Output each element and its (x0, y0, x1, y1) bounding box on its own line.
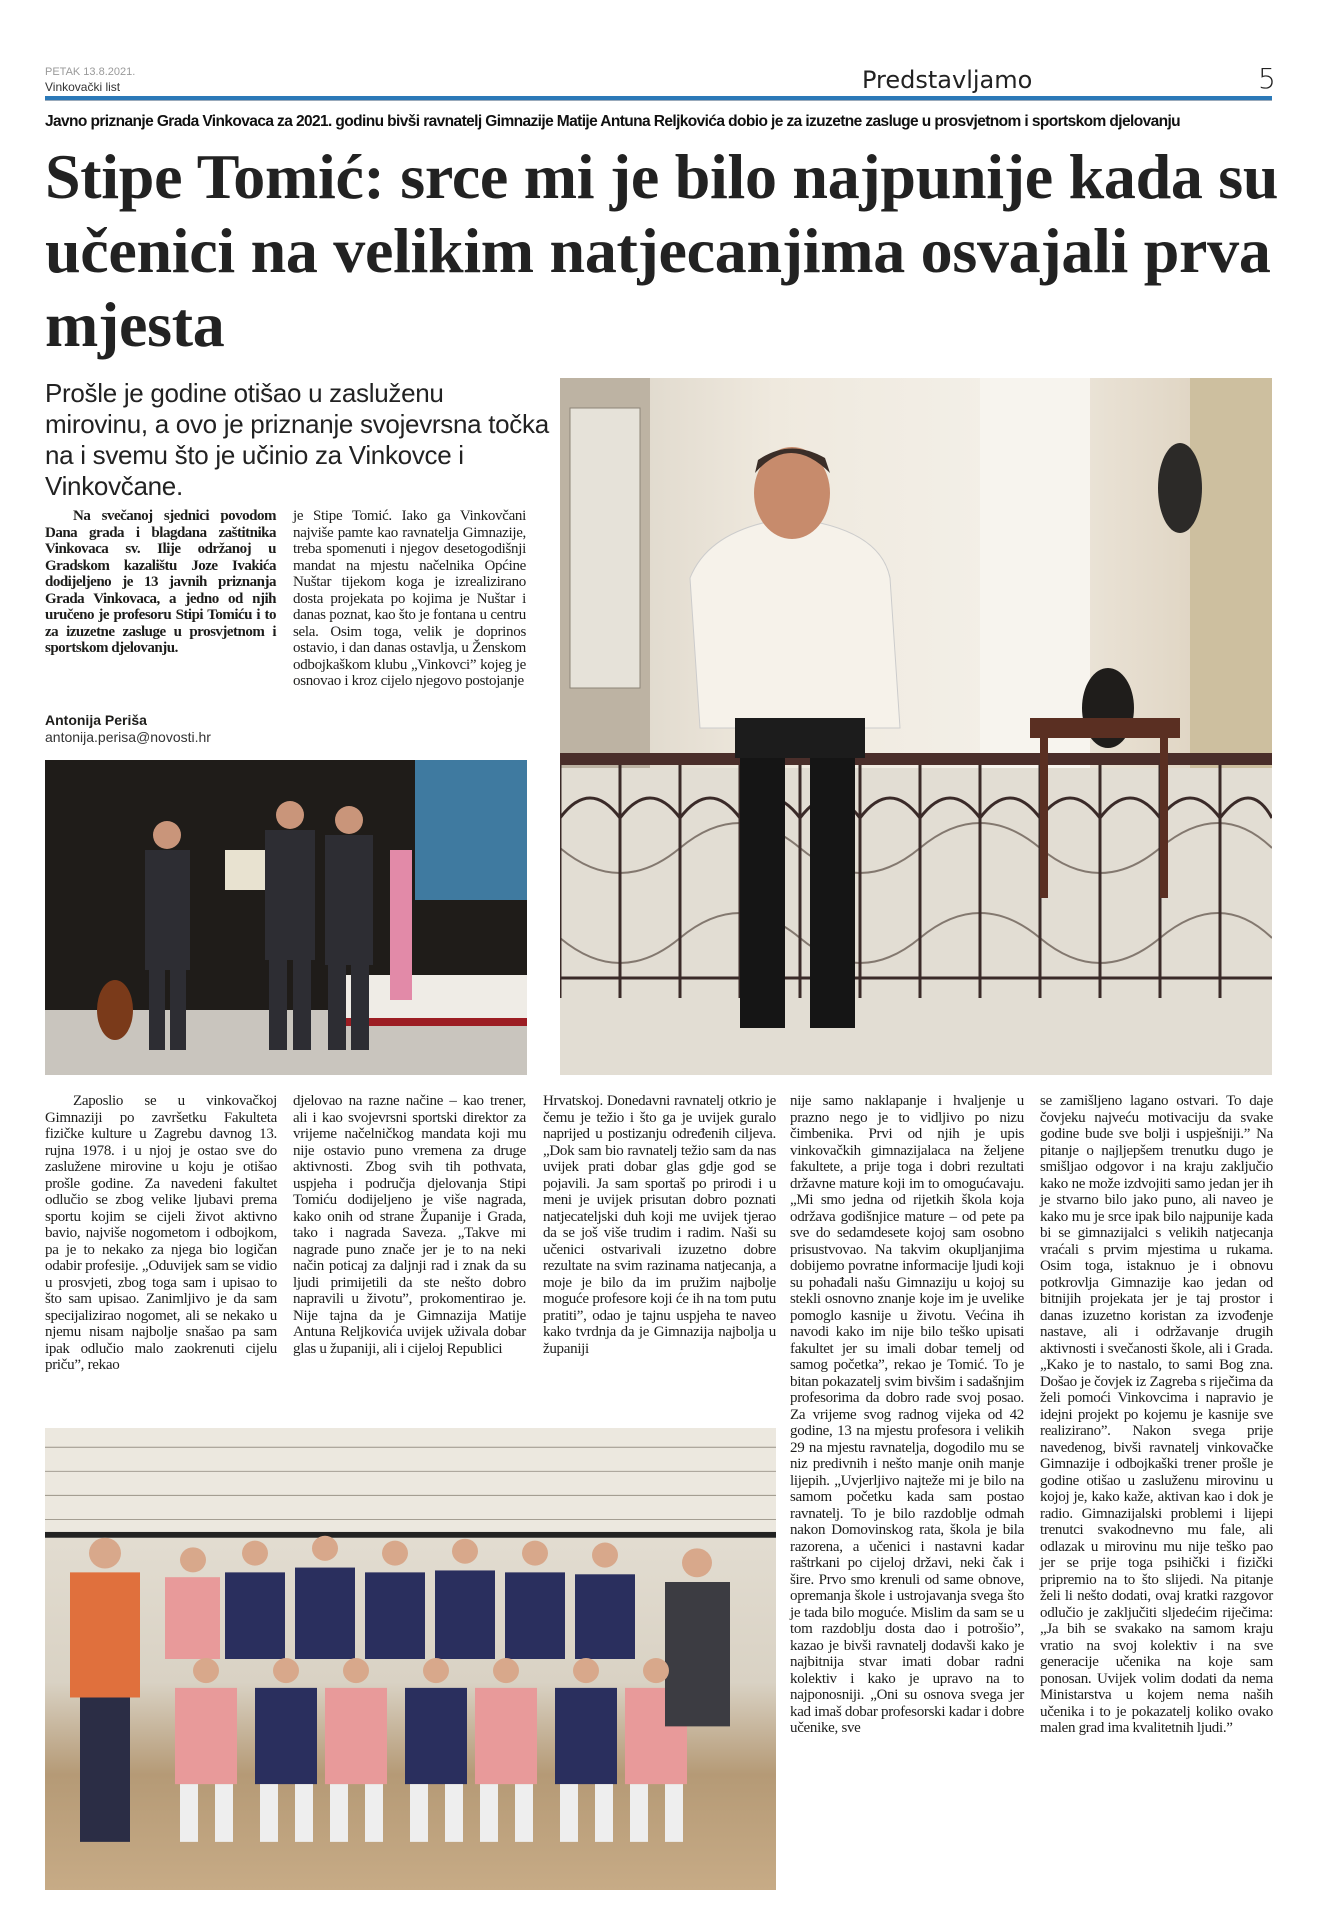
body-paragraph: Zaposlio se u vinkovačkoj Gimnaziji po završetku Fakulteta fizičke kulture u Zagrebu davnog 13. rujna 1978. i u njoj je ostao sve do zaslužene mirovine u koju je otišao prošle godine. Za navedeni fakultet odlučio se zbog velike ljubavi prema sportu kojim se cijeli život aktivno bavio, najviše nogometom i odbojkom, pa je to nekako za njega bio logičan odabir profesije. „Oduvijek sam se vidio u prosvjeti, zbog toga sam i upisao to što sam upisao. Zanimljivo je da sam specijalizirao nogomet, ali se nekako u njemu nisam najbolje snašao pa sam ipak odlučio malo zaokrenuti cijelu priču”, rekao (45, 1093, 277, 1373)
volleyball-team-photo (45, 1428, 776, 1890)
body-column-4 (790, 1093, 1024, 1737)
portrait-photo (560, 378, 1272, 1075)
section-title: Predstavljamo (862, 66, 1033, 94)
article-lede: Prošle je godine otišao u zasluženu mirovinu, a ovo je priznanje svojevrsna točka na i svemu što je učinio za Vinkovce i Vinkovčane. (45, 378, 549, 501)
article-kicker: Javno priznanje Grada Vinkovaca za 2021. godinu bivši ravnatelj Gimnazije Matije Antuna Reljkovića dobio je za izuzetne zasluge u prosvjetnom i sportskom djelovanju (45, 113, 1181, 130)
article-intro (45, 508, 276, 657)
intro-paragraph: Na svečanoj sjednici povodom Dana grada i blagdana zaštitnika Vinkovaca sv. Ilije održanoj u Gradskom kazalištu Joze Ivakića dodijeljeno je 13 javnih priznanja Grada Vinkovaca, a jedno od njih uručeno je profesoru Stipi Tomiću i to za izuzetne zasluge u prosvjetnom i sportskom djelovanju. (45, 508, 276, 656)
body-column-3 (543, 1093, 776, 1357)
body-paragraph: Hrvatskoj. Donedavni ravnatelj otkrio je čemu je težio i što ga je uvijek guralo naprijed u postizanju određenih ciljeva. „Dok sam bio ravnatelj težio sam da nas uvijek prati dobar glas gdje god se pojavili. Ja sam sportaš po prirodi i u meni je uvijek prisutan dobro poznati natjecateljski duh koji me uvijek tjerao da se još više trudim i radim. Naši su učenici ostvarivali izuzetno dobre rezultate na svim razinama natjecanja, a moje je bilo da im pružim najbolje moguće profesore koji će ih na tom putu pratiti”, odao je tajnu uspjeha te naveo kako tvrdnja da je Gimnazija najbolja u županiji (543, 1093, 776, 1357)
article-headline: Stipe Tomić: srce mi je bilo najpunije kada su učenici na velikim natjecanjima osvajali prva mjesta (45, 141, 1279, 360)
body-column-2 (293, 1093, 526, 1357)
intro-paragraph-2: je Stipe Tomić. Iako ga Vinkovčani najviše pamte kao ravnatelja Gimnazije, treba spomenuti i njegov desetogodišnji mandat na mjestu načelnika Općine Nuštar tijekom koga je izrealizirano dosta projekata po kojima je Nuštar i danas poznat, kao što je fontana u centru sela. Osim toga, velik je doprinos ostavio, i dan danas ostavlja, u Ženskom odbojkaškom klubu „Vinkovci” kojeg je osnovao i kroz cijelo njegovo postojanje (293, 508, 526, 689)
body-paragraph: djelovao na razne načine – kao trener, ali i kao svojevrsni sportski direktor za vrijeme načelničkog mandata koji mu nije ostavio puno vremena za druge aktivnosti. Zbog svih tih pothvata, uspjeha i područja djelovanja Stipi Tomiću dodijeljeno je više nagrada, kako onih od strane Županije i Grada, tako i nagrada Saveza. „Takve mi nagrade puno znače jer je to na neki način poticaj za daljnji rad i znak da su ljudi primijetili da ste nešto dobro napravili u životu”, prokomentirao je. Nije tajna da je Gimnazija Matije Antuna Reljkovića uvijek uživala dobar glas u županiji, ali i cijeloj Republici (293, 1093, 526, 1357)
newspaper-name: Vinkovački list (45, 80, 121, 94)
issue-date: PETAK 13.8.2021. (45, 66, 136, 78)
body-paragraph: nije samo naklapanje i hvaljenje u prazno nego je to vidljivo po nizu čimbenika. Prvi od njih je upis vinkovačkih gimnazijalaca na željene fakultete, a prije toga i dobri rezultati državne mature koji im to omogućavaju. „Mi smo jedna od rijetkih škola koja održava godišnjice mature – od pete pa sve do sedamdesete kojoj sam osobno prisustvovao. Na takvim okupljanjima dobijemo povratne informacije ljudi koji su pohađali našu Gimnaziju u kojoj su stekli osnovno znanje koje im je uvelike pomoglo kasnije u životu. Većina ih navodi kako im nije bilo teško upisati fakultet jer su imali dobar temelj od samog početka”, rekao je Tomić. To je bitan pokazatelj svim bivšim i sadašnjim profesorima da dobro rade svoj posao. Za vrijeme svog radnog vijeka od 42 godine, 13 na mjestu profesora i velikih 29 na mjestu ravnatelja, dogodilo mu se niz predivnih i nešto manje onih manje lijepih. „Uvjerljivo najteže mi je bilo na samom početku kada sam postao ravnatelj. To je bilo razdoblje odmah nakon Domovinskog rata, škola je bila razorena, a učenici i nastavni kadar raštrkani po cijeloj državi, neki čak i šire. Prvo smo krenuli od same obnove, opremanja škole i ustrojavanja svega što je tada bilo moguće. Mislim da sam se u tom razdoblju dosta dao i potrošio”, kazao je bivši ravnatelj dodavši kako je najbitnija stvar imati dobar radni kolektiv i kako je upravo na to najponosniji. „Oni su osnova svega jer kad imaš dobar profesorski kadar i dobre učenike, sve (790, 1093, 1024, 1736)
page-number: 5 (1258, 62, 1276, 95)
body-column-5 (1040, 1093, 1273, 1737)
body-paragraph: se zamišljeno lagano ostvari. To daje čovjeku najveću motivaciju da svake godine bude sve bolji i uspješniji.” Na pitanje o najljepšem trenutku dugo je smišljao odgovor i na kraju zaključio kako ne može izdvojiti samo jedan jer ih je stvarno bilo jako puno, ali naveo je kako mu je srce ipak bilo najpunije kada bi se gimnazijalci s velikih natjecanja vraćali s prvim mjestima u rukama. Osim toga, istaknuo je i obnovu potkrovlja Gimnazije kao jedan od bitnijih projekata jer je taj prostor i danas izuzetno koristan za izvođenje nastave, ali i održavanje drugih aktivnosti i svečanosti škole, ali i Grada. „Kako je to nastalo, to sami Bog zna. Došao je čovjek iz Zagreba s riječima da želi pomoći Vinkovcima i napravio je idejni projekt po kojemu je kasnije sve realizirano”. Nakon svega prije navedenog, bivši ravnatelj vinkovačke Gimnazije i odbojkaški trener prošle je godine otišao u zasluženu mirovinu u kojoj je, kako kaže, aktivan kao i dok je radio. Gimnazijalski problemi i lijepi trenutci svakodnevno mu fale, ali odlazak u mirovinu mu nije teško pao jer se prije toga psihički i fizički pripremio na to što slijedi. Na pitanje želi li nešto dodati, ovaj kratki razgovor odlučio je zaključiti sljedećim riječima: „Ja bih se svakako na samom kraju vratio na svoj kolektiv i na sve generacije učenika na koje sam ponosan. Uvijek volim dodati da nema Ministarstva u kojem nema naših učenika i to je pokazatelj koliko ovako malen grad ima kvalitetnih ljudi.” (1040, 1093, 1273, 1736)
award-ceremony-photo (45, 760, 527, 1075)
header-rule-thin (45, 100, 1272, 101)
author-name: Antonija Periša (45, 712, 147, 728)
author-email[interactable]: antonija.perisa@novosti.hr (45, 729, 211, 745)
body-column-1 (45, 1093, 277, 1374)
article-intro-continued (293, 508, 526, 690)
